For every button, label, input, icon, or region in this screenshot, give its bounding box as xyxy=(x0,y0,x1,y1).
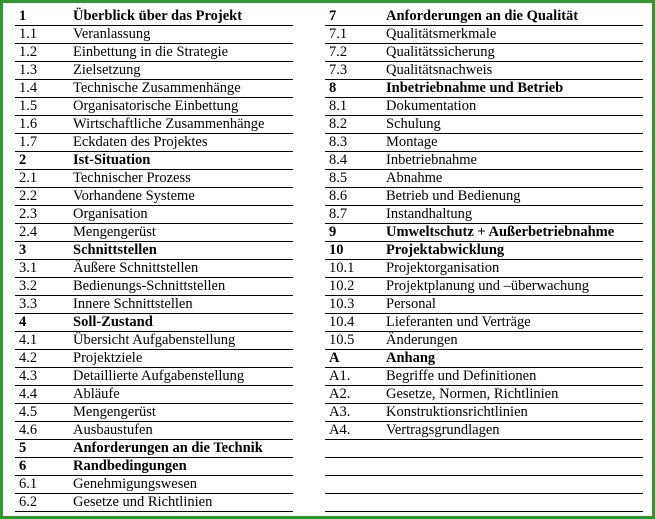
toc-row xyxy=(15,350,293,368)
toc-number: 6 xyxy=(19,458,27,474)
toc-number: 4.4 xyxy=(19,386,38,402)
toc-title: Abläufe xyxy=(73,386,120,402)
toc-number: 2.1 xyxy=(19,170,38,186)
toc-title: Technische Zusammenhänge xyxy=(73,80,241,96)
toc-number: 8 xyxy=(329,80,337,96)
toc-title: Qualitätsnachweis xyxy=(386,62,493,78)
toc-row xyxy=(325,44,643,62)
toc-title: Lieferanten und Verträge xyxy=(386,314,531,330)
toc-number: 8.4 xyxy=(329,152,348,168)
toc-number: 4.2 xyxy=(19,350,38,366)
toc-number: 2.2 xyxy=(19,188,38,204)
toc-row xyxy=(15,404,293,422)
toc-title: Abnahme xyxy=(386,170,443,186)
toc-section-heading xyxy=(325,350,643,368)
toc-row xyxy=(15,260,293,278)
toc-number: 4.1 xyxy=(19,332,38,348)
toc-section-heading xyxy=(15,242,293,260)
toc-title: Projektplanung und –überwachung xyxy=(386,278,589,294)
toc-column-left xyxy=(15,8,293,512)
toc-title: Technischer Prozess xyxy=(73,170,191,186)
toc-number: 1 xyxy=(19,8,27,24)
toc-number: 7.3 xyxy=(329,62,348,78)
toc-section-heading xyxy=(15,8,293,26)
toc-row xyxy=(15,98,293,116)
toc-title: Schnittstellen xyxy=(73,242,157,258)
toc-title: Zielsetzung xyxy=(73,62,141,78)
toc-number: 7.1 xyxy=(329,26,348,42)
toc-number: 4.6 xyxy=(19,422,38,438)
toc-row xyxy=(325,440,643,458)
toc-row xyxy=(325,170,643,188)
toc-number: 10.4 xyxy=(329,314,355,330)
toc-row xyxy=(325,206,643,224)
toc-title: Instandhaltung xyxy=(386,206,473,222)
toc-row xyxy=(15,116,293,134)
toc-row xyxy=(325,404,643,422)
toc-row xyxy=(325,188,643,206)
toc-number: 4.3 xyxy=(19,368,38,384)
toc-row xyxy=(15,206,293,224)
toc-title: Inbetriebnahme xyxy=(386,152,477,168)
toc-section-heading xyxy=(325,80,643,98)
toc-title: Konstruktionsrichtlinien xyxy=(386,404,528,420)
toc-number: 6.1 xyxy=(19,476,38,492)
toc-row xyxy=(325,494,643,512)
toc-title: Schulung xyxy=(386,116,441,132)
toc-number: A1. xyxy=(329,368,351,384)
toc-number: 9 xyxy=(329,224,337,240)
toc-title: Qualitätssicherung xyxy=(386,44,495,60)
toc-row xyxy=(15,134,293,152)
toc-row xyxy=(15,422,293,440)
toc-title: Innere Schnittstellen xyxy=(73,296,193,312)
toc-number: 2.3 xyxy=(19,206,38,222)
toc-number: 10.3 xyxy=(329,296,355,312)
toc-row xyxy=(15,170,293,188)
toc-title: Projektabwicklung xyxy=(386,242,505,258)
toc-title: Mengengerüst xyxy=(73,404,156,420)
toc-number: 8.5 xyxy=(329,170,348,186)
toc-number: 7.2 xyxy=(329,44,348,60)
toc-title: Anhang xyxy=(386,350,436,366)
toc-title: Projektziele xyxy=(73,350,143,366)
toc-row xyxy=(325,134,643,152)
toc-row xyxy=(325,260,643,278)
toc-number: 1.3 xyxy=(19,62,38,78)
toc-row xyxy=(15,44,293,62)
toc-number: 2.4 xyxy=(19,224,38,240)
toc-title: Ist-Situation xyxy=(73,152,151,168)
toc-title: Randbedingungen xyxy=(73,458,187,474)
toc-row xyxy=(325,458,643,476)
toc-title: Änderungen xyxy=(386,332,458,348)
toc-section-heading xyxy=(325,8,643,26)
toc-title: Projektorganisation xyxy=(386,260,500,276)
toc-number: A xyxy=(329,350,340,366)
toc-number: 6.2 xyxy=(19,494,38,510)
toc-title: Organisatorische Einbettung xyxy=(73,98,239,114)
toc-row xyxy=(15,188,293,206)
toc-title: Vertragsgrundlagen xyxy=(386,422,500,438)
toc-row xyxy=(325,278,643,296)
toc-title: Wirtschaftliche Zusammenhänge xyxy=(73,116,265,132)
toc-row xyxy=(15,62,293,80)
toc-title: Vorhandene Systeme xyxy=(73,188,195,204)
toc-row xyxy=(325,62,643,80)
toc-number: 3.1 xyxy=(19,260,38,276)
toc-row xyxy=(15,476,293,494)
toc-title: Dokumentation xyxy=(386,98,477,114)
toc-title: Qualitätsmerkmale xyxy=(386,26,497,42)
toc-number: 10 xyxy=(329,242,344,258)
toc-title: Organisation xyxy=(73,206,148,222)
toc-row xyxy=(325,368,643,386)
toc-row xyxy=(325,422,643,440)
toc-title: Einbettung in die Strategie xyxy=(73,44,229,60)
toc-section-heading xyxy=(15,440,293,458)
toc-number: 10.2 xyxy=(329,278,355,294)
toc-number: 3.3 xyxy=(19,296,38,312)
toc-title: Äußere Schnittstellen xyxy=(73,260,199,276)
toc-title: Montage xyxy=(386,134,438,150)
toc-row xyxy=(15,296,293,314)
toc-title: Eckdaten des Projektes xyxy=(73,134,208,150)
toc-number: 1.1 xyxy=(19,26,38,42)
toc-number: 10.1 xyxy=(329,260,355,276)
toc-row xyxy=(15,368,293,386)
toc-number: 1.5 xyxy=(19,98,38,114)
toc-row xyxy=(325,26,643,44)
toc-row xyxy=(325,314,643,332)
toc-title: Veranlassung xyxy=(73,26,151,42)
toc-number: 8.6 xyxy=(329,188,348,204)
toc-section-heading xyxy=(325,224,643,242)
toc-row xyxy=(15,26,293,44)
toc-number: 1.6 xyxy=(19,116,38,132)
toc-row xyxy=(15,386,293,404)
toc-number: 1.2 xyxy=(19,44,38,60)
toc-title: Überblick über das Projekt xyxy=(73,8,243,24)
toc-title: Inbetriebnahme und Betrieb xyxy=(386,80,564,96)
toc-row xyxy=(15,332,293,350)
toc-number: A2. xyxy=(329,386,351,402)
toc-number: A3. xyxy=(329,404,351,420)
toc-number: A4. xyxy=(329,422,351,438)
toc-title: Umweltschutz + Außerbetriebnahme xyxy=(386,224,615,240)
toc-row xyxy=(15,224,293,242)
toc-title: Soll-Zustand xyxy=(73,314,153,330)
toc-title: Personal xyxy=(386,296,436,312)
toc-title: Betrieb und Bedienung xyxy=(386,188,521,204)
toc-row xyxy=(15,80,293,98)
toc-row xyxy=(325,386,643,404)
toc-row xyxy=(15,278,293,296)
toc-row xyxy=(325,296,643,314)
toc-title: Begriffe und Definitionen xyxy=(386,368,537,384)
toc-number: 2 xyxy=(19,152,27,168)
toc-number: 3 xyxy=(19,242,27,258)
toc-number: 4 xyxy=(19,314,27,330)
toc-section-heading xyxy=(325,242,643,260)
toc-title: Detaillierte Aufgabenstellung xyxy=(73,368,245,384)
toc-number: 1.7 xyxy=(19,134,38,150)
toc-title: Übersicht Aufgabenstellung xyxy=(73,332,236,348)
toc-row xyxy=(325,476,643,494)
toc-row xyxy=(15,494,293,512)
toc-column-right xyxy=(325,8,643,512)
toc-row xyxy=(325,98,643,116)
toc-title: Mengengerüst xyxy=(73,224,156,240)
toc-number: 8.2 xyxy=(329,116,348,132)
toc-number: 3.2 xyxy=(19,278,38,294)
toc-number: 1.4 xyxy=(19,80,38,96)
toc-number: 8.7 xyxy=(329,206,348,222)
toc-title: Gesetze und Richtlinien xyxy=(73,494,213,510)
toc-section-heading xyxy=(15,314,293,332)
toc-title: Genehmigungswesen xyxy=(73,476,198,492)
toc-number: 7 xyxy=(329,8,337,24)
toc-number: 10.5 xyxy=(329,332,355,348)
toc-title: Ausbaustufen xyxy=(73,422,153,438)
toc-title: Gesetze, Normen, Richtlinien xyxy=(386,386,559,402)
toc-row xyxy=(325,116,643,134)
toc-title: Anforderungen an die Technik xyxy=(73,440,263,456)
toc-title: Anforderungen an die Qualität xyxy=(386,8,579,24)
toc-row xyxy=(325,332,643,350)
toc-number: 4.5 xyxy=(19,404,38,420)
toc-title: Bedienungs-Schnittstellen xyxy=(73,278,226,294)
toc-section-heading xyxy=(15,458,293,476)
toc-number: 5 xyxy=(19,440,27,456)
toc-section-heading xyxy=(15,152,293,170)
toc-row xyxy=(325,152,643,170)
toc-number: 8.3 xyxy=(329,134,348,150)
toc-number: 8.1 xyxy=(329,98,348,114)
